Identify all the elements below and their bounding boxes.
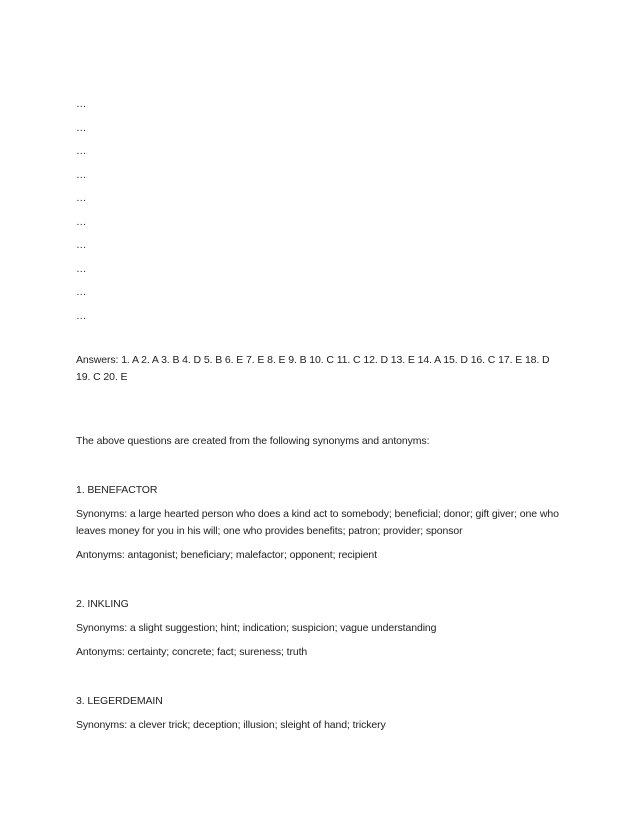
intro-paragraph: The above questions are created from the following synonyms and antonyms: <box>76 435 430 447</box>
entry-title: 3. LEGERDEMAIN <box>76 695 163 707</box>
ellipsis-line: … <box>76 145 87 157</box>
document-page <box>76 97 566 734</box>
answers-paragraph: Answers: 1. A 2. A 3. B 4. D 5. B 6. E 7. E 8. E 9. B 10. C 11. C 12. D 13. E 14. A 15. D 16. C 17. E 18. D 19. C 20. E <box>76 354 550 383</box>
entry-antonyms: Antonyms: antagonist; beneficiary; malefactor; opponent; recipient <box>76 549 377 561</box>
ellipsis-line: … <box>76 286 87 298</box>
ellipsis-line: … <box>76 309 87 322</box>
ellipsis-line: … <box>76 262 87 275</box>
entry-benefactor <box>76 482 566 564</box>
entry-legerdemain <box>76 693 566 734</box>
ellipsis-line: … <box>76 192 87 204</box>
entry-title: 1. BENEFACTOR <box>76 484 158 496</box>
ellipsis-line: … <box>76 215 87 228</box>
ellipsis-line: … <box>76 121 87 134</box>
ellipsis-list <box>76 97 566 332</box>
ellipsis-line: … <box>76 98 87 110</box>
ellipsis-line: … <box>76 168 87 181</box>
entry-synonyms: Synonyms: a clever trick; deception; illusion; sleight of hand; trickery <box>76 719 386 731</box>
entry-synonyms: Synonyms: a large hearted person who does a kind act to somebody; beneficial; donor; gift giver; one who leaves money for you in his will; one who provides benefits; patron; provider; sponsor <box>76 508 559 537</box>
entry-antonyms: Antonyms: certainty; concrete; fact; sureness; truth <box>76 646 308 658</box>
ellipsis-line: … <box>76 239 87 251</box>
entry-inkling <box>76 596 566 661</box>
entry-title: 2. INKLING <box>76 598 129 610</box>
entry-synonyms: Synonyms: a slight suggestion; hint; indication; suspicion; vague understanding <box>76 622 437 634</box>
